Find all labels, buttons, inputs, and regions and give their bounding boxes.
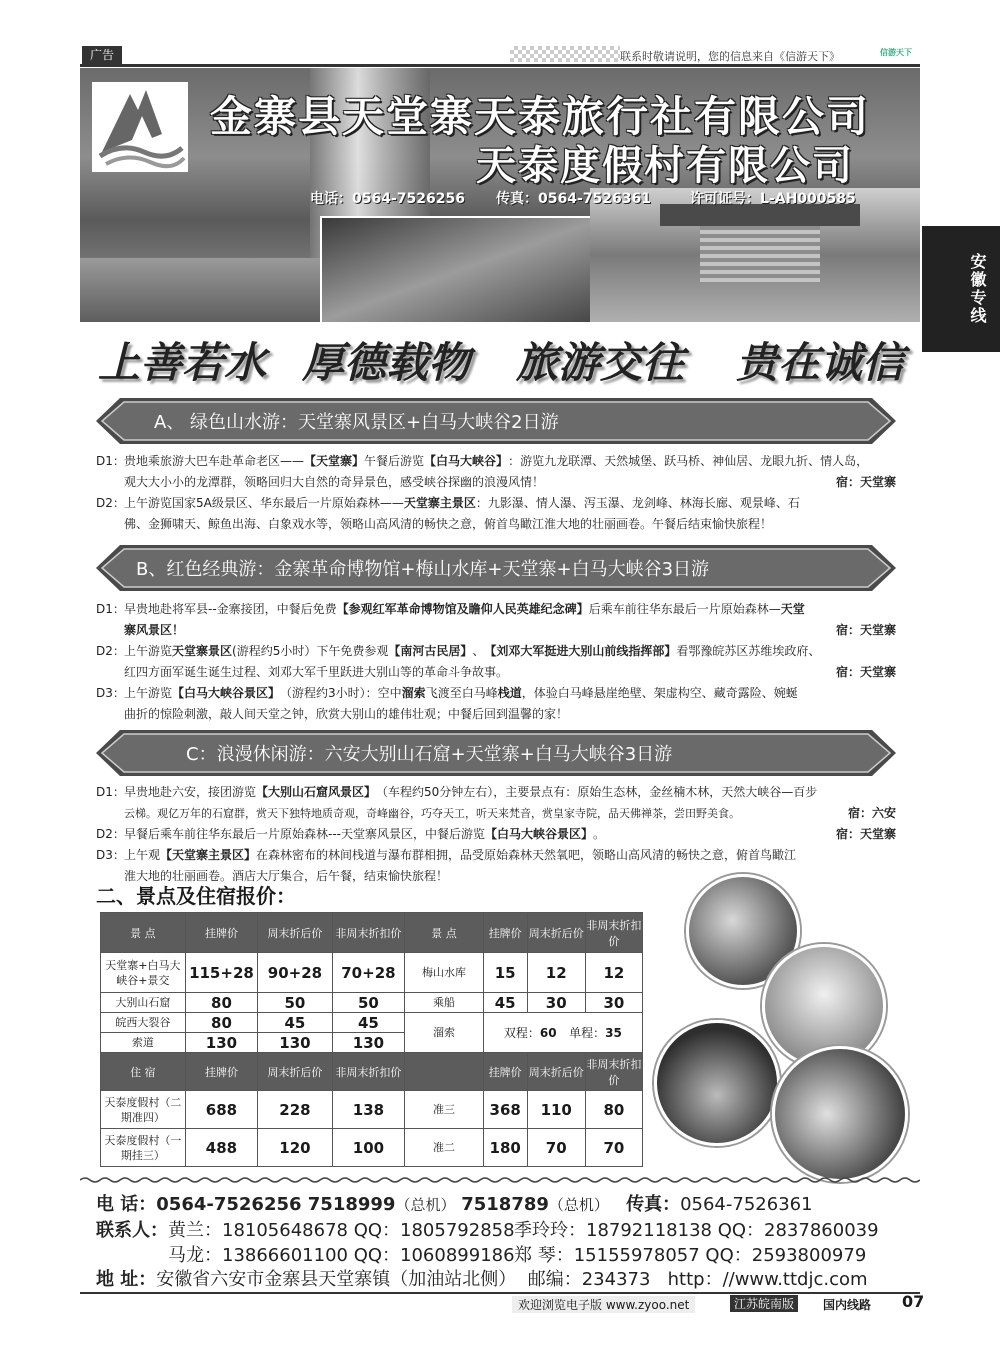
itinerary-line <box>96 704 896 725</box>
itinerary-line <box>96 472 896 493</box>
itinerary-line <box>96 514 896 535</box>
spot-name: 【大别山石窟风景区】 <box>256 785 377 799</box>
itinerary-line <box>96 662 896 683</box>
col-header-list-b: 挂牌价 <box>483 913 527 953</box>
cell-spot-name: 索道 <box>101 1033 186 1053</box>
cell-zipline-price <box>483 1013 642 1053</box>
day-label: D3： <box>96 686 125 700</box>
stay-info: 宿：六安 <box>847 806 896 820</box>
cell-price: 45 <box>332 1013 404 1033</box>
col-header-weekend: 周末折后价 <box>258 1053 333 1091</box>
phone-number[interactable]: 0564-7526256 7518999 <box>156 1194 396 1215</box>
river-rocks-photo <box>80 258 340 322</box>
label-single: 单程： <box>569 1026 606 1040</box>
col-header-lodging: 住 宿 <box>101 1053 186 1091</box>
col-header-weekday: 非周末折扣价 <box>332 1053 404 1091</box>
spot-name: 天堂 <box>780 602 805 616</box>
col-header-weekend-b: 周末折后价 <box>527 913 585 953</box>
itinerary-text: 看鄂豫皖苏区苏维埃政府、 <box>676 644 821 658</box>
slogan-4: 贵在诚信 <box>736 338 905 387</box>
price-double: 60 <box>539 1026 557 1040</box>
itinerary-line <box>96 803 896 824</box>
col-header-list: 挂牌价 <box>185 913 257 953</box>
itinerary-text: 后乘车前往华东最后一片原始森林— <box>588 602 781 616</box>
price-single: 35 <box>605 1026 622 1040</box>
itinerary-text: ，体验白马峰悬崖绝壁、架虚构空、藏奇露险、婉蜒 <box>521 686 798 700</box>
cell-price: 50 <box>258 993 333 1013</box>
spot-name: 【南河古民居】 <box>388 644 473 658</box>
cell-price: 12 <box>527 953 585 993</box>
phone-note: （总机） <box>395 1196 456 1214</box>
contact-person-4[interactable]: 郑 琴：15155978057 QQ：2593800979 <box>514 1245 867 1266</box>
itinerary-text: （车程约50分钟左右），主要景点有：原始生态林，金丝楠木林，天然大峡谷—百步 <box>376 785 818 799</box>
itinerary-line <box>96 451 896 472</box>
cell-price: 80 <box>185 1013 257 1033</box>
itinerary-line <box>96 620 896 641</box>
route-c-title: C：浪漫休闲游：六安大别山石窟+天堂寨+白马大峡谷3日游 <box>186 744 673 765</box>
header-phone: 电话：0564-7526256 <box>310 191 465 207</box>
itinerary-text: 贵地乘旅游大巴车赴革命老区—— <box>124 454 305 468</box>
itinerary-text: 在森林密布的林间栈道与瀑布群相拥，品受原始森林天然氧吧，领略山高风清的畅快之意，俯首鸟瞰江 <box>256 848 797 862</box>
cell-price: 110 <box>527 1091 585 1129</box>
cell-price: 90+28 <box>258 953 333 993</box>
spot-name: 【白马大峡谷】 <box>424 454 509 468</box>
stream-photo <box>320 216 592 322</box>
cell-lodging-name: 准三 <box>405 1091 484 1129</box>
day-label: D2： <box>96 644 125 658</box>
cell-price: 368 <box>483 1091 527 1129</box>
spot-name: 寨风景区！ <box>124 623 185 637</box>
cell-price: 70+28 <box>332 953 404 993</box>
itinerary-text: 云梯。观亿万年的石窟群，赏天下独特地质奇观，奇峰幽谷，巧夺天工，听天来梵音，赏皇家寺院，品天佛禅茶，尝田野美食。 <box>124 807 740 820</box>
cell-price: 50 <box>332 993 404 1013</box>
day-label: D2： <box>96 496 125 510</box>
website-link[interactable]: http：//www.ttdjc.com <box>667 1269 868 1290</box>
spot-name: 栈道 <box>497 686 522 700</box>
table-row <box>101 1129 643 1167</box>
price-table <box>100 912 643 1167</box>
itinerary-line <box>96 845 896 866</box>
itinerary-text: 观大大小小的龙潭群，领略回归大自然的奇异景色，感受峡谷探幽的浪漫风情！ <box>124 475 545 489</box>
cell-spot-name: 大别山石窟 <box>101 993 186 1013</box>
cell-price: 115+28 <box>185 953 257 993</box>
table-header-row <box>101 913 643 953</box>
contact-person-1[interactable]: 黄兰：18105648678 QQ：1805792858 <box>168 1220 515 1241</box>
itinerary-line <box>96 493 896 514</box>
itinerary-line <box>96 824 896 845</box>
itinerary-text: 早贵地赴六安，接团游览 <box>124 785 257 799</box>
cell-price: 488 <box>185 1129 257 1167</box>
cell-price: 45 <box>258 1013 333 1033</box>
itinerary-line <box>96 683 896 704</box>
header-fax: 传真：0564-7526361 <box>496 191 651 207</box>
footer-web-link[interactable]: 欢迎浏览电子版 www.zyoo.net <box>512 1296 695 1313</box>
cell-price: 130 <box>332 1033 404 1053</box>
table-row <box>101 953 643 993</box>
ad-tag: 广告 <box>82 46 122 64</box>
phone-note-2: （总机） <box>548 1196 609 1214</box>
cell-lodging-name: 天泰度假村（二期准四） <box>101 1091 186 1129</box>
spot-name: 溜索 <box>401 686 426 700</box>
day-label: D3： <box>96 848 125 862</box>
cell-price: 30 <box>527 993 585 1013</box>
itinerary-text: （游程约3小时）：空中 <box>280 686 402 700</box>
spot-name: 【刘邓大军挺进大别山前线指挥部】 <box>484 644 677 658</box>
itinerary-text: ：九影瀑、情人瀑、泻玉瀑、龙剑峰、林海长廊、观景峰、石 <box>475 496 800 510</box>
wavy-divider <box>80 1176 920 1184</box>
cell-spot-name: 溜索 <box>405 1013 484 1053</box>
itinerary-text: 上午观 <box>124 848 161 862</box>
spot-name: 【白马大峡谷景区】 <box>172 686 281 700</box>
itinerary-text: 淮大地的壮丽画卷。酒店大厅集合，后午餐，结束愉快旅程！ <box>124 869 449 883</box>
route-a-banner <box>96 398 896 444</box>
cell-price: 80 <box>585 1091 642 1129</box>
stay-info: 宿：天堂寨 <box>835 827 896 841</box>
hotel-room-photo <box>654 1020 780 1146</box>
route-b-itinerary <box>96 599 896 725</box>
itinerary-text: 早餐后乘车前往华东最后一片原始森林---天堂寨风景区，中餐后游览 <box>124 827 485 841</box>
postcode: 邮编：234373 <box>527 1269 651 1290</box>
itinerary-text: 上午游览 <box>124 686 173 700</box>
itinerary-text: 早贵地赴将军县--金寨接团，中餐后免费 <box>124 602 337 616</box>
spot-name: 【白马大峡谷景区】 <box>485 827 594 841</box>
notice-logo: 信游天下 <box>880 48 912 57</box>
footer-edition: 江苏皖南版 <box>730 1295 798 1312</box>
itinerary-text: 上午游览 <box>124 644 173 658</box>
cell-lodging-name: 准二 <box>405 1129 484 1167</box>
itinerary-text: ：游览九龙联潭、天然城堡、跃马桥、神仙居、龙眼九折、情人岛， <box>508 454 869 468</box>
cell-price: 180 <box>483 1129 527 1167</box>
route-b-banner <box>96 545 896 591</box>
cell-price: 100 <box>332 1129 404 1167</box>
top-divider <box>80 64 920 67</box>
cell-spot-name: 皖西大裂谷 <box>101 1013 186 1033</box>
price-section-title: 二、景点及住宿报价： <box>96 884 296 908</box>
footer-divider <box>80 1292 920 1294</box>
company-logo <box>92 82 188 172</box>
footer-category: 国内线路 <box>823 1298 872 1312</box>
cell-price: 12 <box>585 953 642 993</box>
cell-price: 70 <box>585 1129 642 1167</box>
col-header-weekday: 非周末折扣价 <box>332 913 404 953</box>
contact-person-2[interactable]: 季玲玲：18792118138 QQ：2837860039 <box>514 1220 879 1241</box>
side-tab-anhui[interactable]: 安徽专线 <box>922 226 1000 352</box>
company-name-resort: 天泰度假村有限公司 <box>476 143 854 189</box>
spot-name: 【天堂寨】 <box>304 454 365 468</box>
route-a-itinerary <box>96 451 896 535</box>
cell-spot-name: 梅山水库 <box>405 953 484 993</box>
bathroom-photo <box>772 1046 908 1182</box>
cell-price: 130 <box>258 1033 333 1053</box>
company-name-travel: 金寨县天堂寨天泰旅行社有限公司 <box>210 92 871 141</box>
cell-price: 80 <box>185 993 257 1013</box>
cell-price: 228 <box>258 1091 333 1129</box>
phone-label: 电 话： <box>96 1194 157 1215</box>
itinerary-text: 飞渡至白马峰 <box>425 686 498 700</box>
day-label: D2： <box>96 827 125 841</box>
cell-spot-name: 乘船 <box>405 993 484 1013</box>
itinerary-text: 、 <box>472 644 485 658</box>
itinerary-text: 上午游览国家5A级景区、华东最后一片原始森林—— <box>124 496 404 510</box>
day-label: D1： <box>96 785 125 799</box>
contact-person-3[interactable]: 马龙：13866601100 QQ：1060899186 <box>168 1245 515 1266</box>
slogan-3: 旅游交往 <box>516 338 685 387</box>
stay-info: 宿：天堂寨 <box>835 623 896 637</box>
cell-price: 688 <box>185 1091 257 1129</box>
route-c-itinerary <box>96 782 896 887</box>
temple-stairs <box>700 226 820 282</box>
phone-number-2[interactable]: 7518789 <box>461 1194 549 1215</box>
contact-phone-row <box>96 1190 813 1216</box>
header-license: 许可证号：L-AH000585 <box>690 191 856 207</box>
source-notice: 联系时敬请说明，您的信息来自《信游天下》 <box>620 50 840 63</box>
address-label: 地 址： <box>96 1269 157 1290</box>
cell-price: 120 <box>258 1129 333 1167</box>
stay-info: 宿：天堂寨 <box>835 665 896 679</box>
slogan-2: 厚德载物 <box>302 338 471 387</box>
cell-price: 70 <box>527 1129 585 1167</box>
col-header-list: 挂牌价 <box>185 1053 257 1091</box>
spot-name: 天堂寨主景区 <box>403 496 476 510</box>
address: 安徽省六安市金寨县天堂寨镇（加油站北侧） <box>156 1269 517 1290</box>
contact-person-row-1 <box>96 1216 515 1242</box>
itinerary-text: 。 <box>593 827 606 841</box>
spot-name: 【天堂寨主景区】 <box>160 848 257 862</box>
route-b-title: B、红色经典游：金寨革命博物馆+梅山水库+天堂寨+白马大峡谷3日游 <box>136 559 710 580</box>
col-header-blank <box>405 1053 484 1091</box>
table-row <box>101 1013 643 1033</box>
spot-name: 【参观红军革命博物馆及瞻仰人民英雄纪念碑】 <box>336 602 589 616</box>
cell-price: 30 <box>585 993 642 1013</box>
mountain-logo-icon <box>92 82 188 172</box>
page-number: 07 <box>902 1292 925 1311</box>
slogan-1: 上善若水 <box>98 338 267 387</box>
itinerary-text: 佛、金狮啸天、鲸鱼出海、白象戏水等，领略山高风清的畅快之意，俯首鸟瞰江淮大地的壮丽画卷。午餐后结束愉快旅程！ <box>124 517 773 531</box>
cell-spot-name: 天堂寨+白马大峡谷+景交 <box>101 953 186 993</box>
checker-decoration <box>510 46 620 62</box>
cell-lodging-name: 天泰度假村（一期挂三） <box>101 1129 186 1167</box>
fax-label: 传真： <box>626 1194 681 1215</box>
col-header-weekday-b: 非周末折扣价 <box>585 1053 642 1091</box>
itinerary-text: 红四方面军诞生诞生过程、刘邓大军千里跃进大别山等的革命斗争故事。 <box>124 665 509 679</box>
label-double: 双程： <box>503 1026 540 1040</box>
lodging-header-row <box>101 1053 643 1091</box>
cell-price: 45 <box>483 993 527 1013</box>
cell-price: 15 <box>483 953 527 993</box>
cell-price: 138 <box>332 1091 404 1129</box>
itinerary-line <box>96 641 896 662</box>
fax-number: 0564-7526361 <box>680 1194 813 1215</box>
day-label: D1： <box>96 454 125 468</box>
stay-info: 宿：天堂寨 <box>835 475 896 489</box>
itinerary-text: 曲折的惊险刺激，敲人间天堂之钟，欣赏大别山的雄伟壮观；中餐后回到温馨的家！ <box>124 707 569 721</box>
cell-price: 130 <box>185 1033 257 1053</box>
table-row <box>101 1091 643 1129</box>
itinerary-line <box>96 782 896 803</box>
route-c-banner <box>96 730 896 776</box>
col-header-weekend-b: 周末折后价 <box>527 1053 585 1091</box>
col-header-weekday-b: 非周末折扣价 <box>585 913 642 953</box>
person-label: 联系人： <box>96 1220 168 1241</box>
itinerary-text: 午餐后游览 <box>364 454 425 468</box>
contact-address-row <box>96 1265 868 1291</box>
col-header-list-b: 挂牌价 <box>483 1053 527 1091</box>
itinerary-line <box>96 599 896 620</box>
col-header-spot: 景 点 <box>101 913 186 953</box>
day-label: D1： <box>96 602 125 616</box>
table-row <box>101 993 643 1013</box>
itinerary-text: (游程约5小时）下午免费参观 <box>232 644 389 658</box>
col-header-spot-b: 景 点 <box>405 913 484 953</box>
spot-name: 天堂寨景区 <box>172 644 233 658</box>
route-a-title: A、 绿色山水游：天堂寨风景区+白马大峡谷2日游 <box>154 412 559 433</box>
col-header-weekend: 周末折后价 <box>258 913 333 953</box>
